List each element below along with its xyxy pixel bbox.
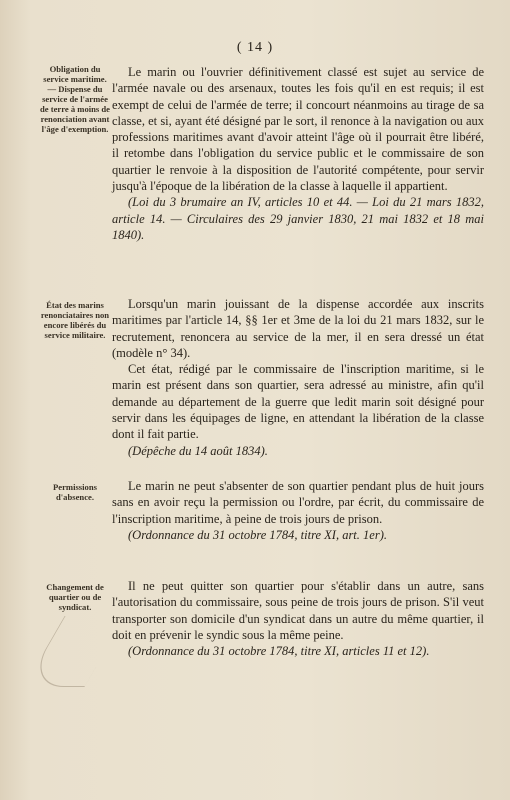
- paragraph: Il ne peut quitter son quartier pour s'établir dans un autre, sans l'autorisation du commissaire, sous peine de trois jours de prison. S'il veut transporter son domicile d'un syndicat dans un autre du même quartier, il doit en prévenir le syndic sous la même peine.: [112, 579, 484, 642]
- paragraph: Lorsqu'un marin jouissant de la dispense accordée aux inscrits maritimes par l'article 14, §§ 1er et 3me de la loi du 21 mars 1832, sur le recrutement, renoncera au service de la mer, il en sera dressé un état (modèle n° 34).: [112, 297, 484, 360]
- citation: (Dépêche du 14 août 1834).: [128, 443, 268, 458]
- citation: (Ordonnance du 31 octobre 1784, titre XI, art. 1er).: [128, 527, 387, 542]
- citation: (Loi du 3 brumaire an IV, articles 10 et 44. — Loi du 21 mars 1832, article 14. — Circulaires des 29 janvier 1830, 21 mai 1832 et 18 mai 1840).: [112, 195, 484, 242]
- section-permissions: [112, 478, 484, 543]
- margin-note-etat: État des marins renonciataires non encore libérés du service militaire.: [40, 300, 110, 340]
- section-etat: [112, 296, 484, 459]
- section-obligation: [112, 64, 484, 243]
- page-number: ( 14 ): [236, 40, 274, 55]
- page-fold-mark: [24, 616, 126, 687]
- paragraph: Le marin ou l'ouvrier définitivement classé est sujet au service de l'armée navale ou des arsenaux, toutes les fois qu'il en est requis; il est exempt de celui de l'armée de terre; il concourt néanmoins au tirage de sa classe, et si, ayant été désigné par le sort, il renonce à la navigation ou aux professions maritimes avant d'avoir atteint l'âge où il pourrait être libéré, il retombe dans l'obligation du service public et le commissaire de son quartier le renvoie à la disposition de l'autorité compétente, pour servir jusqu'à l'époque de la libération de la classe à laquelle il appartient.: [112, 65, 484, 194]
- margin-note-changement: Changement de quartier ou de syndicat.: [46, 582, 104, 612]
- section-changement: [112, 578, 484, 659]
- margin-note-obligation: Obligation du service maritime. — Dispense du service de l'armée de terre à moins de renonciation avant l'âge d'exemption.: [39, 64, 110, 134]
- paragraph: Cet état, rédigé par le commissaire de l'inscription maritime, si le marin est présent dans son quartier, sera adressé au ministre, afin qu'il demande au département de la guerre que ledit marin soit désigné pour servir dans les équipages de ligne, en attendant la libération de la classe dont il fait partie.: [112, 362, 484, 442]
- margin-note-permissions: Permissions d'absence.: [53, 482, 97, 502]
- paragraph: Le marin ne peut s'absenter de son quartier pendant plus de huit jours sans en avoir reçu la permission ou l'ordre, par écrit, du commissaire de l'inscription maritime, à peine de trois jours de prison.: [112, 479, 484, 526]
- citation: (Ordonnance du 31 octobre 1784, titre XI, articles 11 et 12).: [128, 644, 430, 659]
